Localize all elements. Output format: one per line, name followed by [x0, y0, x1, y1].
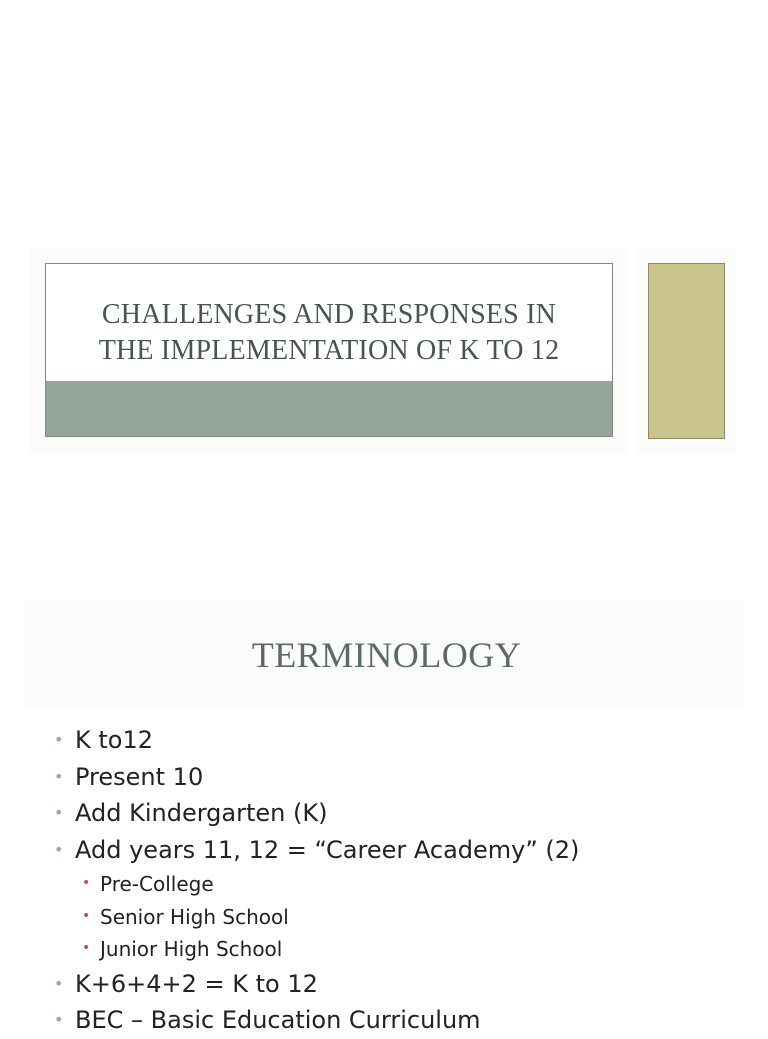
list-item [54, 832, 754, 869]
title-band [46, 381, 612, 436]
bullet-dot-icon: • [54, 839, 64, 859]
list-item-text: Present 10 [75, 762, 204, 791]
list-item-text: BEC – Basic Education Curriculum [75, 1006, 481, 1034]
terminology-title: TERMINOLOGY [251, 635, 522, 675]
bullet-dot-icon: • [54, 766, 64, 786]
list-item-text: Add Kindergarten (K) [75, 799, 328, 827]
list-item [54, 759, 754, 796]
list-item [54, 722, 754, 759]
list-item-text: K+6+4+2 = K to 12 [75, 969, 318, 998]
bullet-dot-icon: • [54, 973, 64, 993]
sub-list-item [54, 933, 754, 966]
sub-list-item-text: Junior High School [100, 937, 283, 961]
list-item [54, 795, 754, 832]
sub-bullet-dot-icon: • [82, 940, 91, 956]
bullet-dot-icon: • [54, 730, 64, 749]
sub-list-item [54, 868, 754, 901]
slide-title-line-2: THE IMPLEMENTATION OF K TO 12 [98, 335, 560, 366]
title-box [45, 263, 613, 437]
bullet-dot-icon: • [54, 803, 64, 822]
accent-block [648, 263, 725, 439]
sub-bullet-dot-icon: • [82, 875, 91, 891]
sub-bullet-dot-icon: • [82, 907, 91, 924]
title-slide [30, 248, 736, 453]
bullet-dot-icon: • [54, 1010, 64, 1029]
slide-title-line-1: CHALLENGES AND RESPONSES IN [101, 299, 557, 330]
list-item-text: Add years 11, 12 = “Career Academy” (2) [75, 835, 580, 864]
list-item-text: K to12 [75, 726, 153, 754]
sub-list-item [54, 901, 754, 934]
list-item [54, 1002, 754, 1039]
sub-list-item-text: Pre-College [100, 872, 214, 896]
terminology-bullet-list [54, 722, 754, 1039]
slide-title [46, 297, 612, 369]
list-item [54, 966, 754, 1003]
sub-list-item-text: Senior High School [100, 904, 289, 929]
